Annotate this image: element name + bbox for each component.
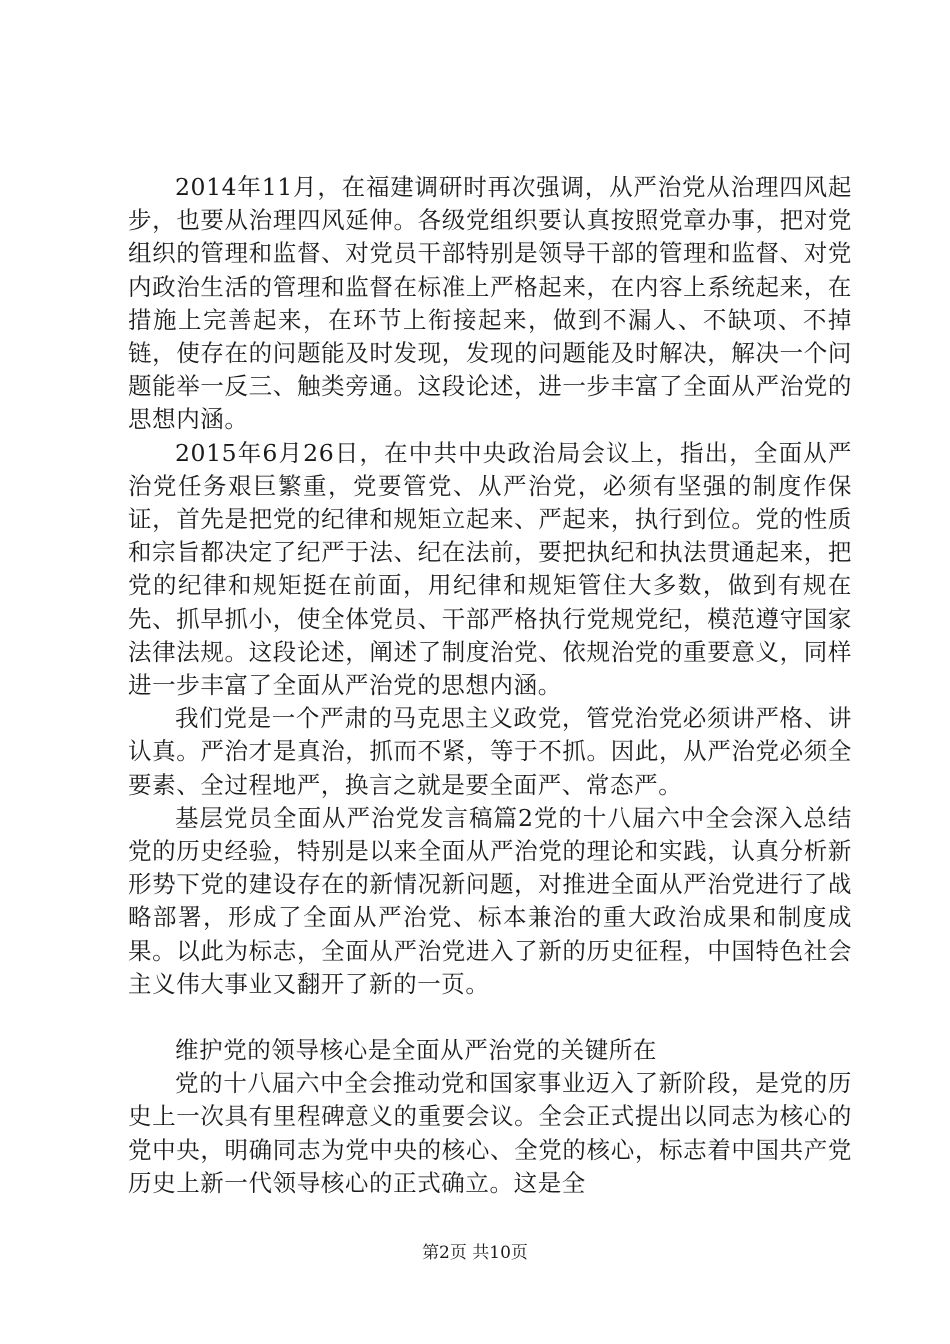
paragraph: 2014年11月，在福建调研时再次强调，从严治党从治理四风起步，也要从治理四风延伸。各级党组织要认真按照党章办事，把对党组织的管理和监督、对党员干部特别是领导干部的管理和监督、对党内政治生活的管理和监督在标准上严格起来，在内容上系统起来，在措施上完善起来，在环节上衔接起来，做到不漏人、不缺项、不掉链，使存在的问题能及时发现，发现的问题能及时解决，解决一个问题能举一反三、触类旁通。这段论述，进一步丰富了全面从严治党的思想内涵。 <box>128 173 852 434</box>
paragraph: 我们党是一个严肃的马克思主义政党，管党治党必须讲严格、讲认真。严治才是真治，抓而不紧，等于不抓。因此，从严治党必须全要素、全过程地严，换言之就是要全面严、常态严。 <box>128 704 852 799</box>
paragraph: 基层党员全面从严治党发言稿篇2党的十八届六中全会深入总结党的历史经验，特别是以来全面从严治党的理论和实践，认真分析新形势下党的建设存在的新情况新问题，对推进全面从严治党进行了战略部署，形成了全面从严治党、标本兼治的重大政治成果和制度成果。以此为标志，全面从严治党进入了新的历史征程，中国特色社会主义伟大事业又翻开了新的一页。 <box>128 803 852 998</box>
document-body <box>128 171 852 1200</box>
page-footer: 第2页 共10页 <box>422 1243 528 1263</box>
paragraph: 2015年6月26日，在中共中央政治局会议上，指出，全面从严治党任务艰巨繁重，党要管党、从严治党，必须有坚强的制度作保证，首先是把党的纪律和规矩立起来、严起来，执行到位。党的性质和宗旨都决定了纪严于法、纪在法前，要把执纪和执法贯通起来，把党的纪律和规矩挺在前面，用纪律和规矩管住大多数，做到有规在先、抓早抓小，使全体党员、干部严格执行党规党纪，模范遵守国家法律法规。这段论述，阐述了制度治党、依规治党的重要意义，同样进一步丰富了全面从严治党的思想内涵。 <box>128 438 852 700</box>
paragraph-spacer <box>128 1001 852 1034</box>
paragraph: 党的十八届六中全会推动党和国家事业迈入了新阶段，是党的历史上一次具有里程碑意义的重要会议。全会正式提出以同志为核心的党中央，明确同志为党中央的核心、全党的核心，标志着中国共产党历史上新一代领导核心的正式确立。这是全 <box>128 1069 852 1197</box>
section-heading: 维护党的领导核心是全面从严治党的关键所在 <box>175 1036 657 1065</box>
